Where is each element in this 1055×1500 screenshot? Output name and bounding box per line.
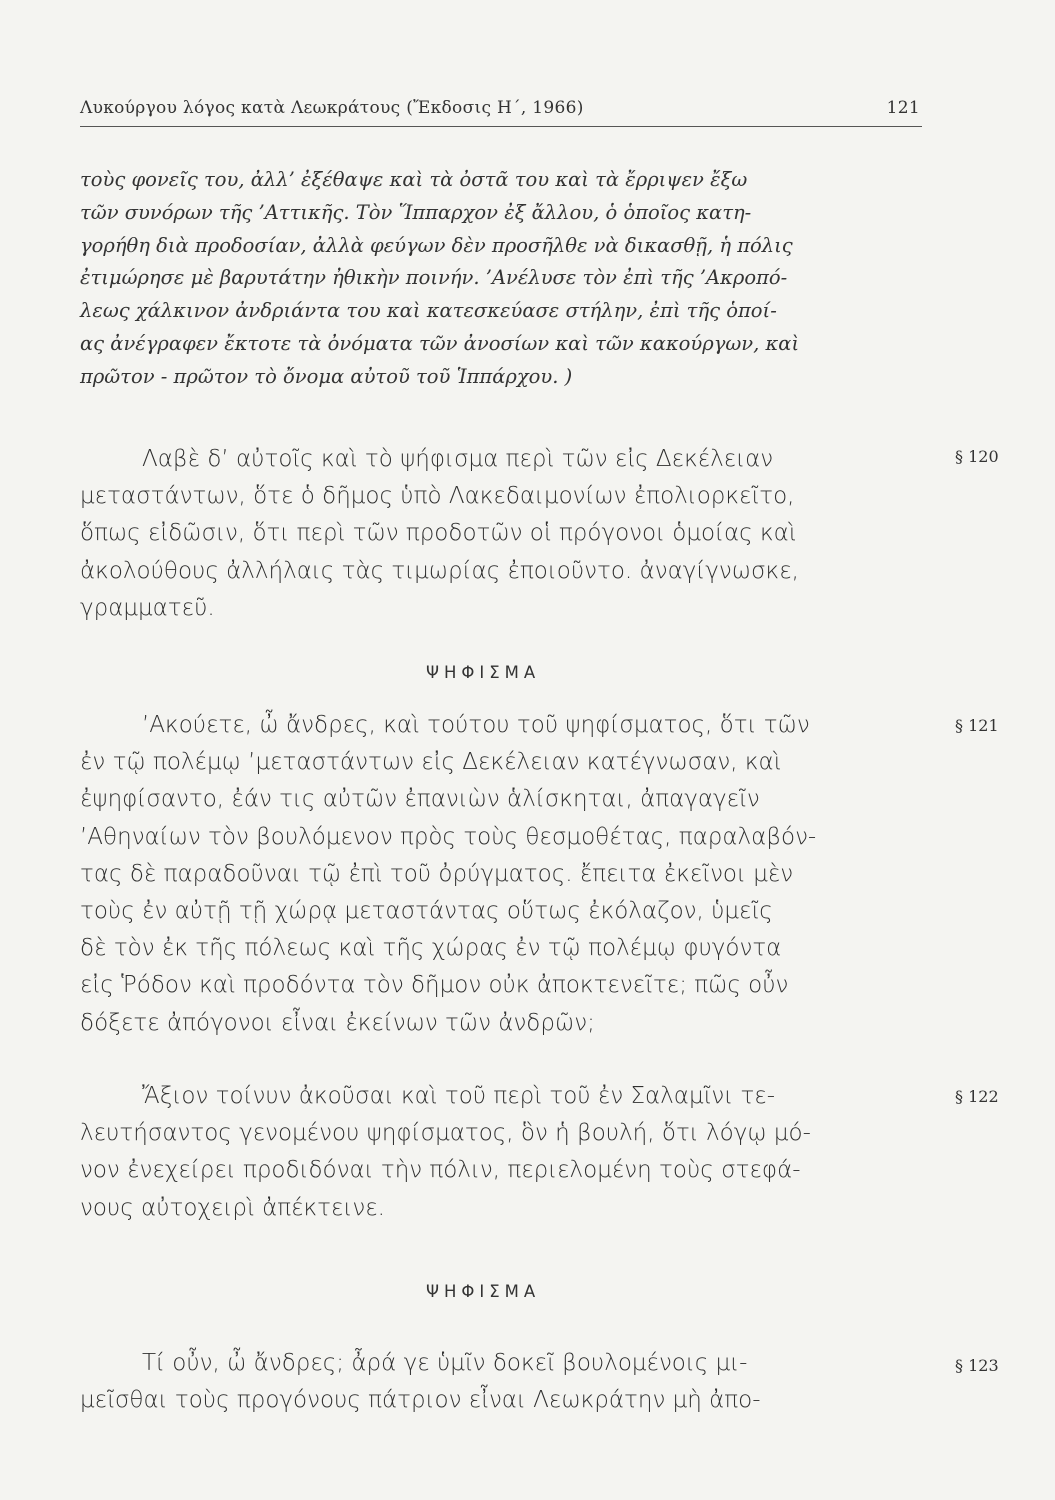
section-122-text [80,1078,930,1227]
text-line: μεταστάντων, ὅτε ὁ δῆμος ὑπὸ Λακεδαιμονίων ἐπολιορκεῖτο, [80,483,795,510]
section-121-text [80,707,930,1042]
psephisma-heading: ΨΗΦΙΣΜΑ [426,1282,541,1301]
section-120-text [80,441,930,627]
text-line: δὲ τὸν ἐκ τῆς πόλεως καὶ τῆς χώρας ἐν τῷ πολέμῳ φυγόντα [80,935,782,962]
italic-line: ας ἀνέγραφεν ἔκτοτε τὰ ὀνόματα τῶν ἀνοσίων καὶ τῶν κακούργων, καὶ [80,331,800,355]
text-line: τοὺς ἐν αὐτῇ τῇ χώρᾳ μεταστάντας οὕτως ἐκόλαζον, ὑμεῖς [80,898,773,925]
text-line: μεῖσθαι τοὺς προγόνους πάτριον εἶναι Λεωκράτην μὴ ἀπο- [80,1387,761,1414]
text-line: Τί οὖν, ὦ ἄνδρες; ἆρά γε ὑμῖν δοκεῖ βουλομένοις μι- [142,1350,748,1376]
italic-line: πρῶτον - πρῶτον τὸ ὄνομα αὐτοῦ τοῦ Ἱππάρχου. ) [80,364,573,388]
section-marker-121: § 121 [955,716,999,735]
section-marker-123: § 123 [955,1356,999,1375]
text-line: γραμματεῦ. [80,594,215,621]
page-number: 121 [886,98,920,118]
italic-commentary [80,164,920,394]
italic-line: ἐτιμώρησε μὲ βαρυτάτην ἠθικὴν ποινήν. ’Ανέλυσε τὸν ἐπὶ τῆς ’Ακροπό- [80,266,788,290]
text-line: ὅπως εἰδῶσιν, ὅτι περὶ τῶν προδοτῶν οἱ πρόγονοι ὁμοίας καὶ [80,520,797,547]
text-line: δόξετε ἀπόγονοι εἶναι ἐκείνων τῶν ἀνδρῶν; [80,1009,595,1036]
text-line: Λαβὲ δ’ αὐτοῖς καὶ τὸ ψήφισμα περὶ τῶν εἰς Δεκέλειαν [142,446,774,472]
text-line: νους αὐτοχειρὶ ἀπέκτεινε. [80,1194,385,1221]
italic-line: τῶν συνόρων τῆς ’Αττικῆς. Τὸν Ἵππαρχον ἐξ ἄλλου, ὁ ὁποῖος κατη- [80,200,752,224]
text-line: ’Αθηναίων τὸν βουλόμενον πρὸς τοὺς θεσμοθέτας, παραλαβόν- [80,823,817,850]
text-line: Ἄξιον τοίνυν ἀκοῦσαι καὶ τοῦ περὶ τοῦ ἐν Σαλαμῖνι τε- [142,1083,776,1109]
text-line: τας δὲ παραδοῦναι τῷ ἐπὶ τοῦ ὀρύγματος. ἔπειτα ἐκεῖνοι μὲν [80,860,794,887]
italic-line: λεως χάλκινον ἀνδριάντα του καὶ κατεσκεύασε στήλην, ἐπὶ τῆς ὁποί- [80,299,777,323]
section-marker-122: § 122 [955,1087,999,1106]
text-line: λευτήσαντος γενομένου ψηφίσματος, ὃν ἡ βουλή, ὅτι λόγῳ μό- [80,1120,811,1147]
text-line: εἰς Ῥόδον καὶ προδόντα τὸν δῆμον οὐκ ἀποκτενεῖτε; πῶς οὖν [80,972,789,999]
italic-line: τοὺς φονεῖς του, ἀλλ’ ἐξέθαψε καὶ τὰ ὀστᾶ του καὶ τὰ ἔρριψεν ἔξω [80,168,748,191]
text-line: ἐν τῷ πολέμῳ ’μεταστάντων εἰς Δεκέλειαν κατέγνωσαν, καὶ [80,749,782,776]
section-123-text [80,1345,930,1419]
text-line: ’Ακούετε, ὦ ἄνδρες, καὶ τούτου τοῦ ψηφίσματος, ὅτι τῶν [142,712,810,738]
section-marker-120: § 120 [955,447,999,466]
header-title: Λυκούργου λόγος κατὰ Λεωκράτους (Ἔκδοσις Η΄, 1966) [80,98,584,118]
text-line: ἐψηφίσαντο, ἐάν τις αὐτῶν ἐπανιὼν ἁλίσκηται, ἀπαγαγεῖν [80,786,760,813]
header-rule [80,126,922,127]
italic-line: γορήθη διὰ προδοσίαν, ἀλλὰ φεύγων δὲν προσῆλθε νὰ δικασθῇ, ἡ πόλις [80,233,793,257]
text-line: νον ἐνεχείρει προδιδόναι τὴν πόλιν, περιελομένη τοὺς στεφά- [80,1157,801,1184]
text-line: ἀκολούθους ἀλλήλαις τὰς τιμωρίας ἐποιοῦντο. ἀναγίγνωσκε, [80,557,799,584]
psephisma-heading: ΨΗΦΙΣΜΑ [426,663,541,682]
